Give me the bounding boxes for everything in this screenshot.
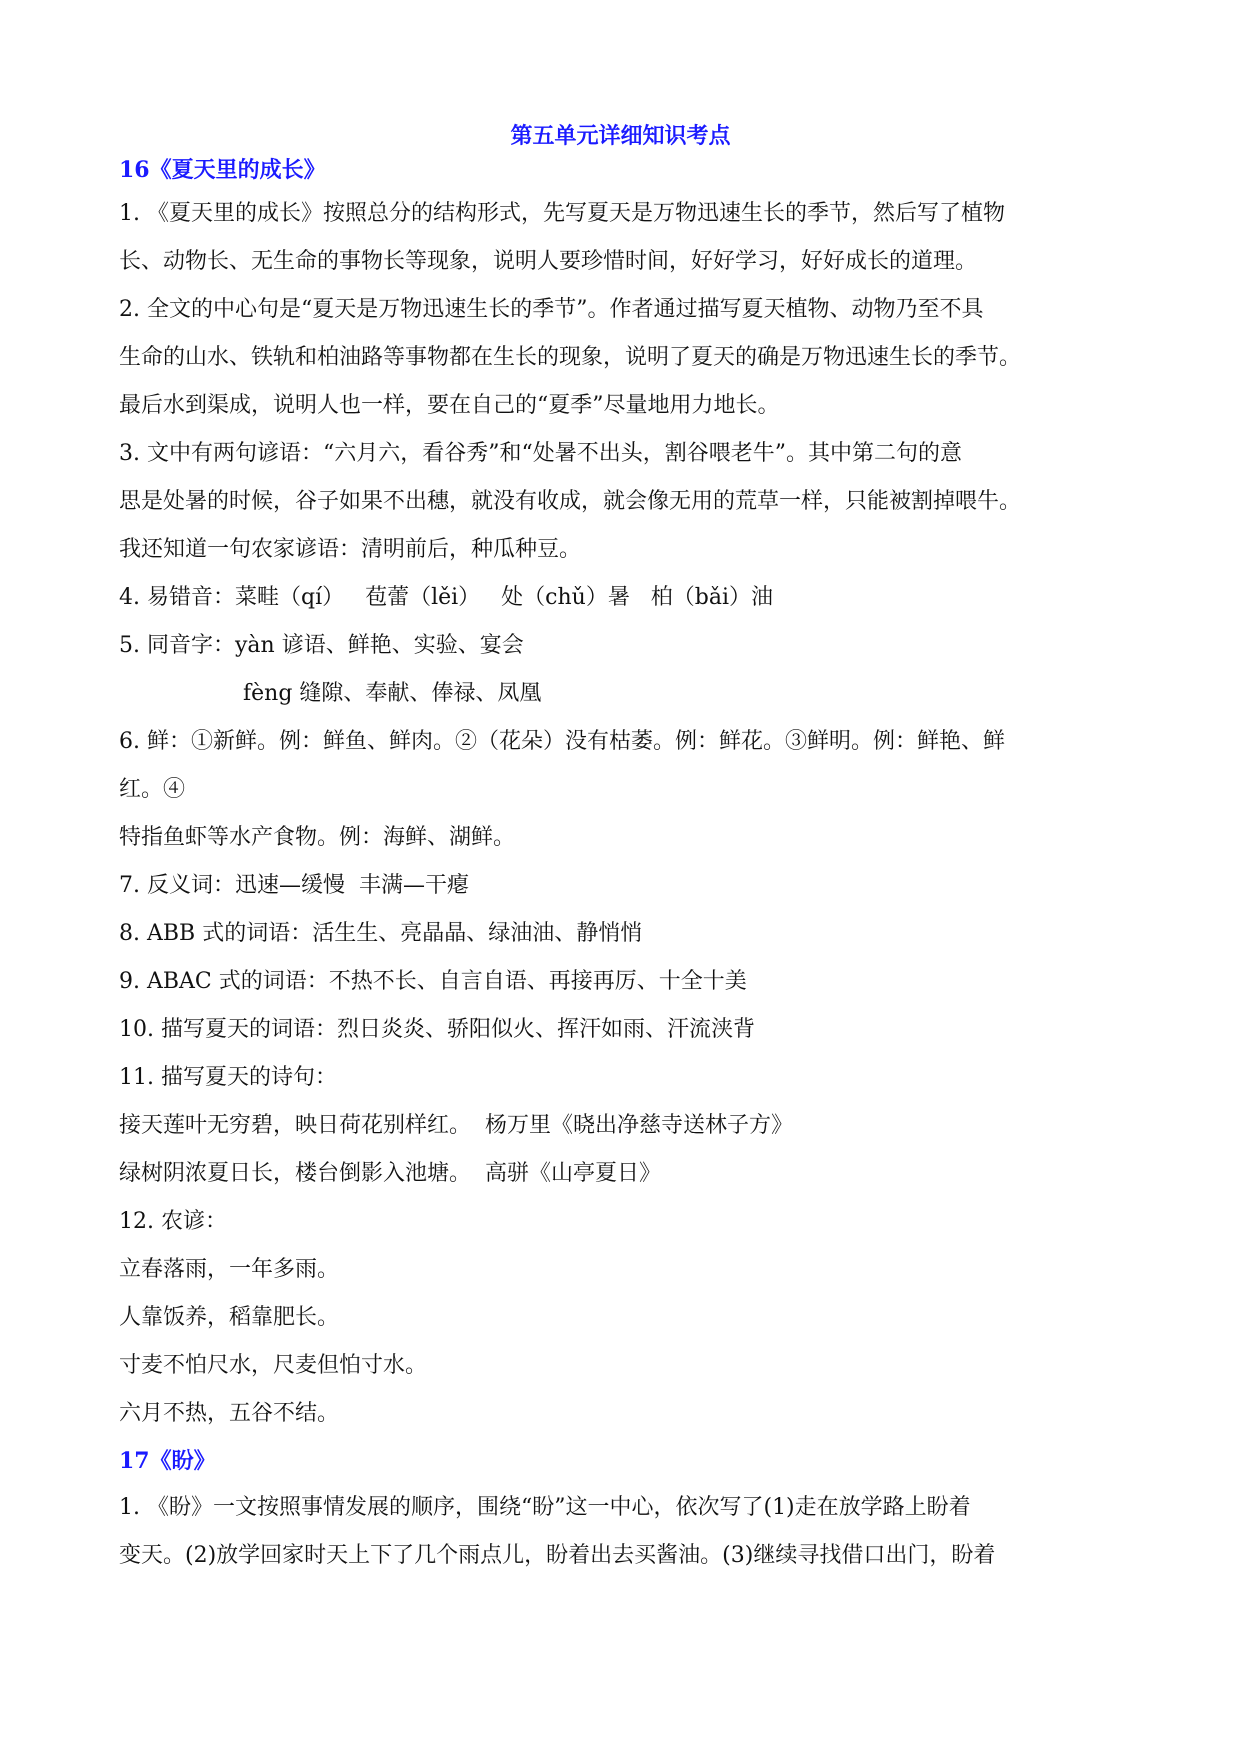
paragraph-line: 六月不热，五谷不结。 [119, 1401, 340, 1426]
paragraph-line: 3. 文中有两句谚语：“六月六，看谷秀”和“处暑不出头，割谷喂老牛”。其中第二句的意 [119, 441, 962, 466]
paragraph-line: 红。④ [119, 777, 186, 802]
paragraph-line: 立春落雨，一年多雨。 [119, 1257, 340, 1282]
paragraph-line: 1. 《盼》一文按照事情发展的顺序，围绕“盼”这一中心，依次写了(1)走在放学路上盼着 [119, 1495, 971, 1520]
paragraph-line: 长、动物长、无生命的事物长等现象，说明人要珍惜时间，好好学习，好好成长的道理。 [119, 249, 978, 274]
paragraph-line: 5. 同音字：yàn 谚语、鲜艳、实验、宴会 [119, 633, 524, 658]
paragraph-line: 10. 描写夏天的词语：烈日炎炎、骄阳似火、挥汗如雨、汗流浃背 [119, 1017, 755, 1042]
paragraph-line: 11. 描写夏天的诗句： [119, 1065, 337, 1090]
paragraph-line: 思是处暑的时候，谷子如果不出穗，就没有收成，就会像无用的荒草一样，只能被割掉喂牛。 [119, 489, 1022, 514]
paragraph-line: 特指鱼虾等水产食物。例：海鲜、湖鲜。 [119, 825, 516, 850]
paragraph-line: 4. 易错音：菜畦（qí） 苞蕾（lěi） 处（chǔ）暑 柏（bǎi）油 [119, 585, 774, 610]
paragraph-line: 2. 全文的中心句是“夏天是万物迅速生长的季节”。作者通过描写夏天植物、动物乃至不具 [119, 297, 984, 322]
paragraph-line: 接天莲叶无穷碧，映日荷花别样红。 杨万里《晓出净慈寺送林子方》 [119, 1113, 793, 1138]
page-title: 第五单元详细知识考点 [510, 123, 731, 149]
paragraph-line: 变天。(2)放学回家时天上下了几个雨点儿，盼着出去买酱油。(3)继续寻找借口出门，盼着 [119, 1543, 996, 1568]
lesson-17-heading: 17《盼》 [119, 1448, 216, 1474]
paragraph-line: 8. ABB 式的词语：活生生、亮晶晶、绿油油、静悄悄 [119, 921, 643, 946]
paragraph-line: 我还知道一句农家谚语：清明前后，种瓜种豆。 [119, 537, 582, 562]
document-body [119, 150, 1139, 1580]
paragraph-line: 1. 《夏天里的成长》按照总分的结构形式，先写夏天是万物迅速生长的季节，然后写了植物 [119, 201, 1005, 226]
paragraph-line: 6. 鲜：①新鲜。例：鲜鱼、鲜肉。②（花朵）没有枯萎。例：鲜花。③鲜明。例：鲜艳、鲜 [119, 729, 1005, 754]
paragraph-line: fèng 缝隙、奉献、俸禄、凤凰 [243, 681, 542, 706]
paragraph-line: 最后水到渠成，说明人也一样，要在自己的“夏季”尽量地用力地长。 [119, 393, 780, 418]
paragraph-line: 寸麦不怕尺水，尺麦但怕寸水。 [119, 1353, 428, 1378]
paragraph-line: 人靠饭养，稻靠肥长。 [119, 1305, 340, 1330]
paragraph-line: 生命的山水、铁轨和柏油路等事物都在生长的现象，说明了夏天的确是万物迅速生长的季节。 [119, 345, 1022, 370]
paragraph-line: 7. 反义词：迅速—缓慢 丰满—干瘪 [119, 873, 469, 898]
paragraph-line: 绿树阴浓夏日长，楼台倒影入池塘。 高骈《山亭夏日》 [119, 1161, 661, 1186]
paragraph-line: 9. ABAC 式的词语：不热不长、自言自语、再接再厉、十全十美 [119, 969, 747, 994]
lesson-16-heading: 16《夏天里的成长》 [119, 157, 326, 183]
paragraph-line: 12. 农谚： [119, 1209, 227, 1234]
